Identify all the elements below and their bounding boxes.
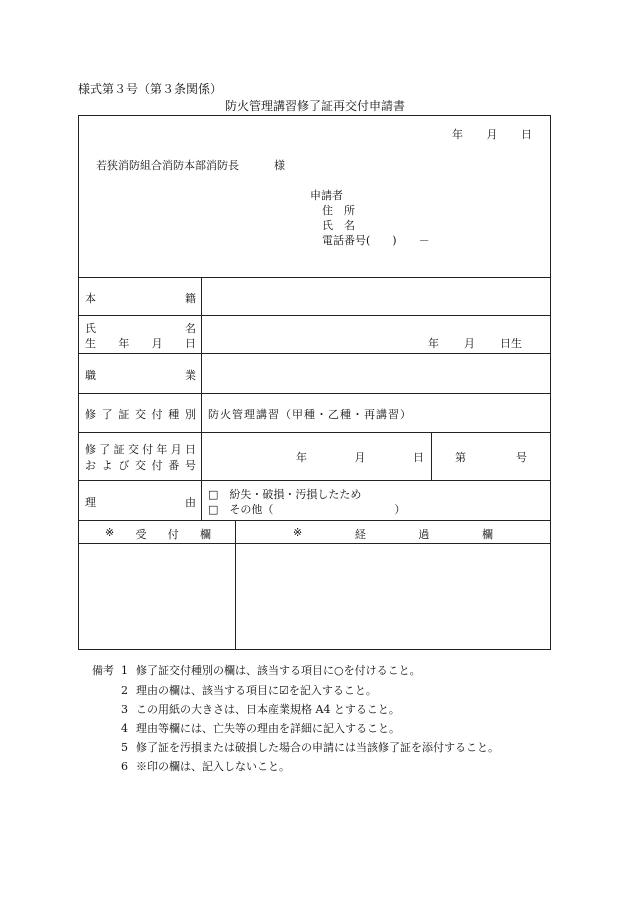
label-column-divider [201,277,202,520]
divider [78,315,551,316]
divider [78,393,551,394]
reason-label: 理 由 [85,496,196,509]
issue-number-divider [431,432,432,480]
cert-type-value: 防火管理講習（甲種・乙種・再講習） [208,408,412,421]
applicant-name-label: 氏 名 [322,219,355,232]
notes-label: 備考 [92,664,114,677]
issue-date-label-line2: お よ び 交 付 番 号 [85,459,196,472]
reason-option-other[interactable]: □ その他（ ） [208,503,406,516]
divider [78,432,551,433]
note-item: 1 修了証交付種別の欄は、該当する項目に○を付けること。 [121,664,421,677]
issue-number-value: 第 号 [455,451,527,464]
honseki-label: 本 籍 [85,292,196,305]
note-item: 6 ※印の欄は、記入しないこと。 [121,760,290,773]
phone-label: 電話番号( ) － [322,234,430,247]
note-item: 2 理由の欄は、該当する項目に☑を記入すること。 [121,684,377,697]
divider [78,543,551,544]
occupation-label: 職 業 [85,369,196,382]
note-item: 4 理由等欄には、亡失等の理由を詳細に記入すること。 [121,722,400,735]
reception-column-header: ※ 受 付 欄 [105,526,211,541]
addressee: 若狭消防組合消防本部消防長 [96,159,239,172]
progress-column-header: ※ 経 過 欄 [293,526,493,541]
form-title: 防火管理講習修了証再交付申請書 [224,99,405,113]
name-label: 氏 名 [85,322,196,335]
reason-option-lost[interactable]: □ 紛失・破損・汚損したため [208,488,362,501]
bottom-column-divider [235,520,236,650]
birthdate-value: 年 月 日生 [428,337,522,350]
note-item: 3 この用紙の大きさは、日本産業規格 A4 とすること。 [121,703,400,716]
note-item: 5 修了証を汚損または破損した場合の申請には当該修了証を添付すること。 [121,741,499,754]
applicant-label: 申請者 [310,189,343,202]
honorific: 様 [274,159,285,172]
issue-date-value: 年 月 日 [296,451,424,464]
birthdate-label: 生 年 月 日 [85,337,196,350]
issue-date-label-line1: 修 了 証 交 付 年 月 日 [85,443,196,456]
divider [78,520,551,521]
divider [78,353,551,354]
address-label: 住 所 [322,204,355,217]
divider [78,480,551,481]
form-number: 様式第３号（第３条関係） [78,82,223,96]
divider [78,277,551,278]
cert-type-label: 修 了 証 交 付 種 別 [85,408,196,421]
application-date: 年 月 日 [452,128,532,141]
